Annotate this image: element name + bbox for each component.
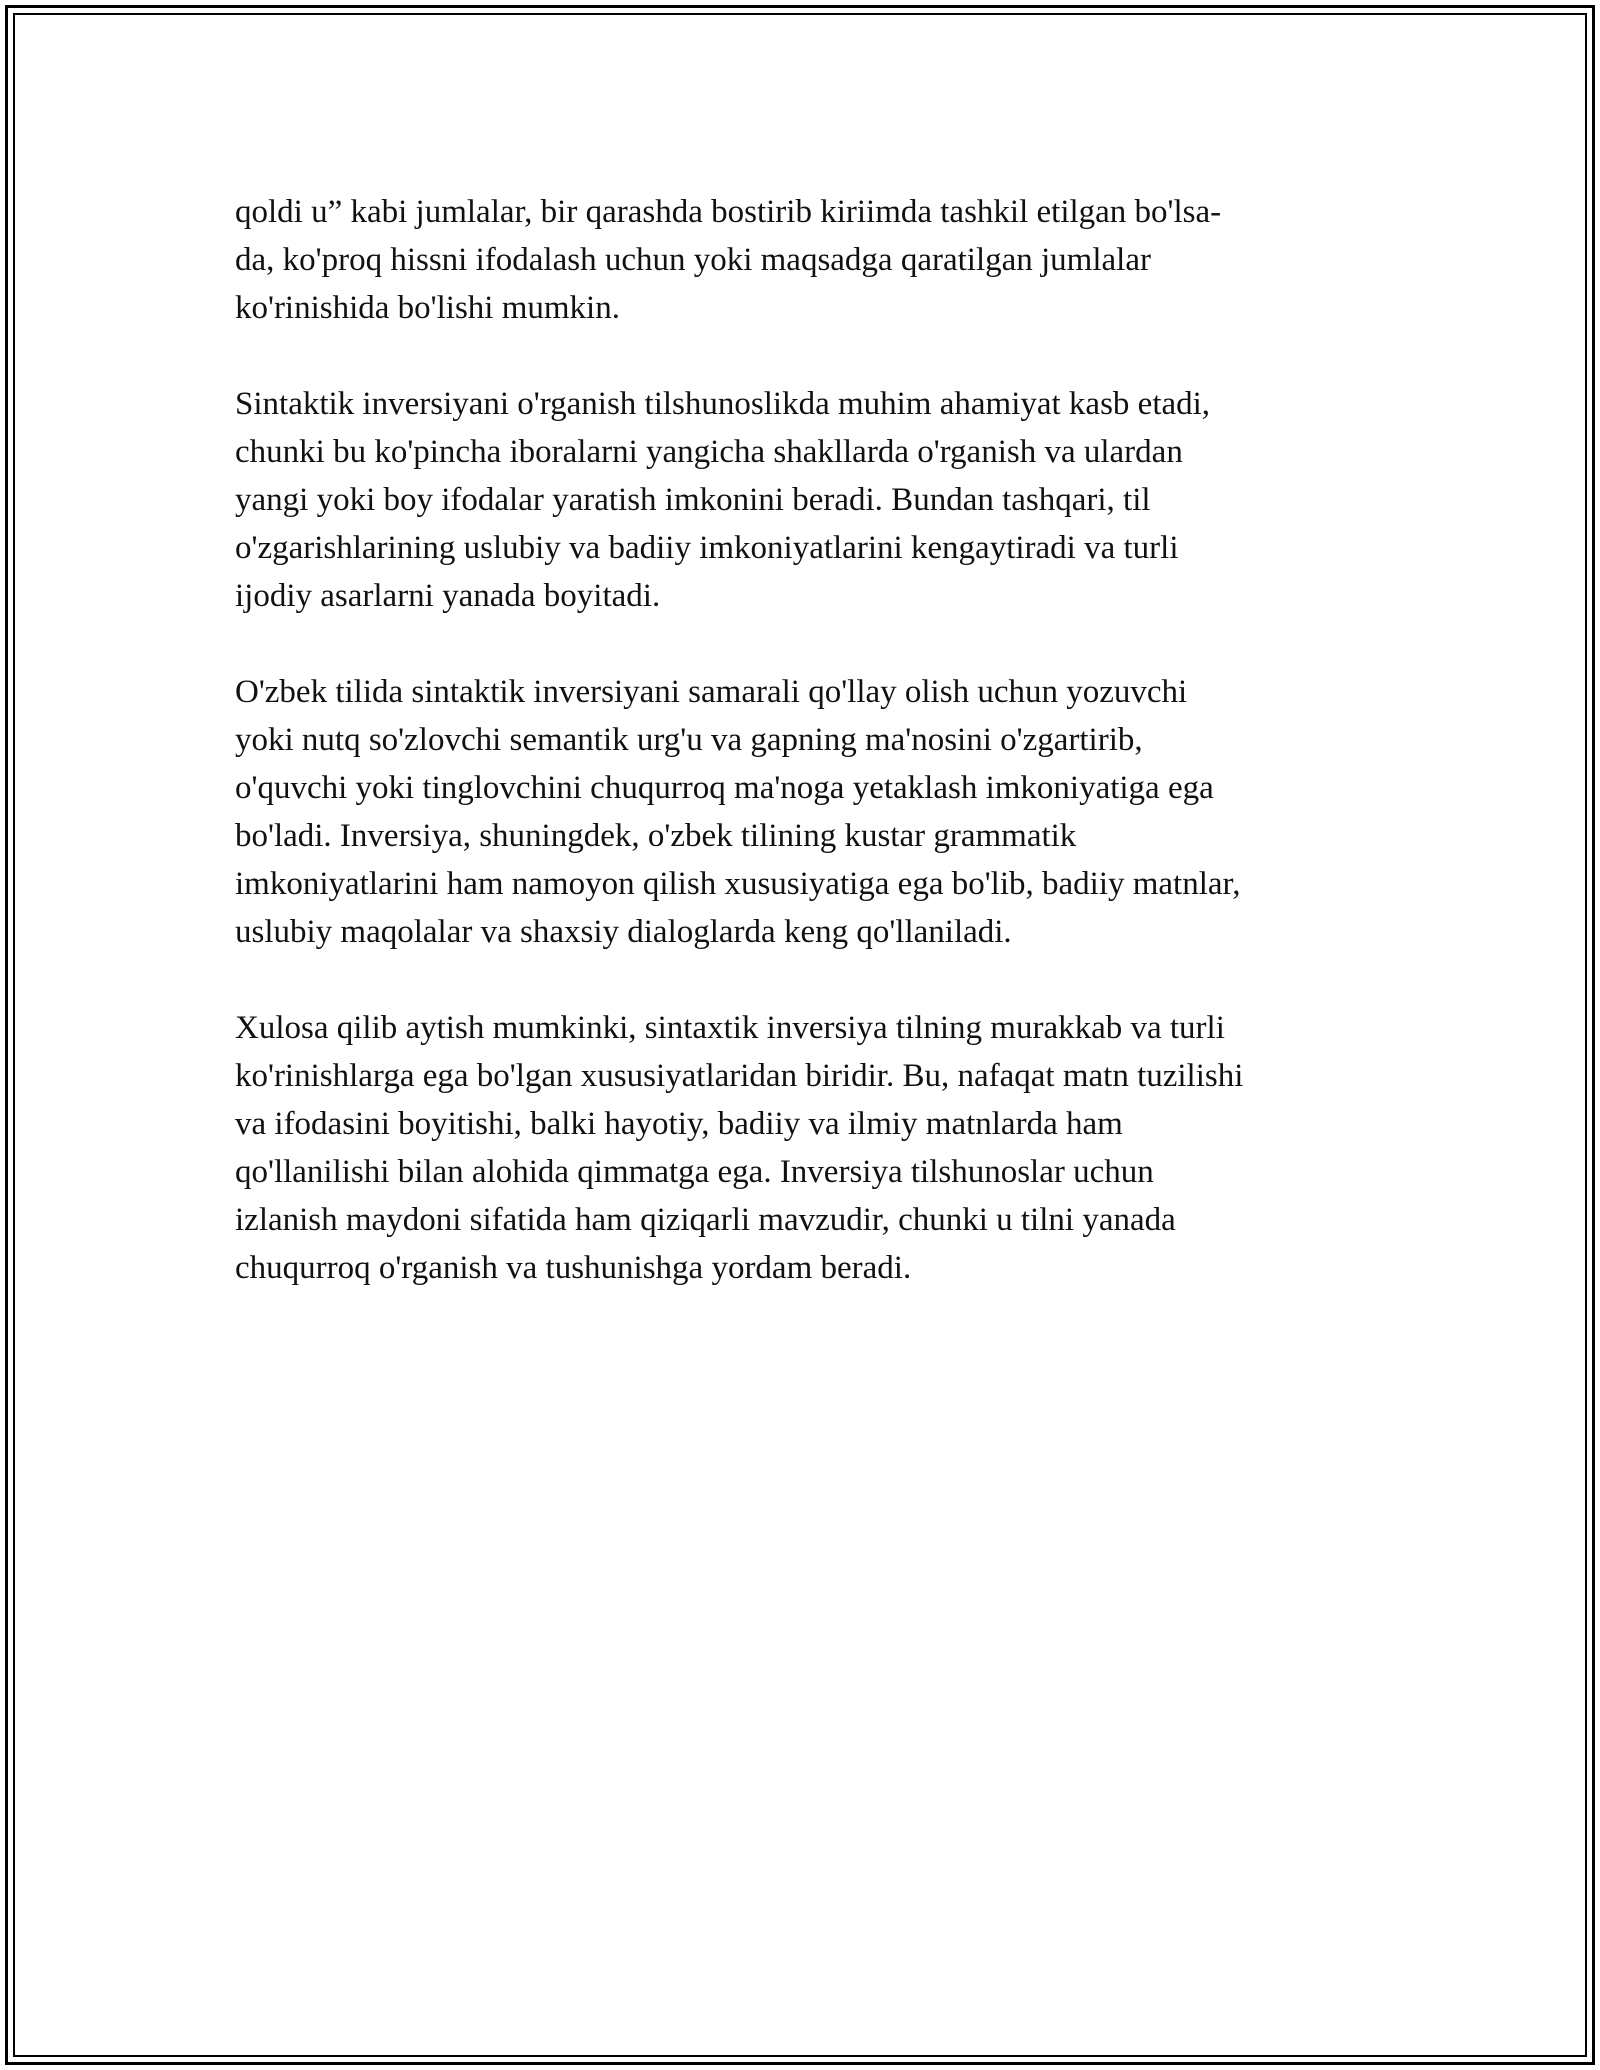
paragraph-4	[235, 1004, 1370, 1292]
paragraph-line: va ifodasini boyitishi, balki hayotiy, badiiy va ilmiy matnlarda ham	[235, 1106, 1123, 1142]
paragraph-line: qoldi u” kabi jumlalar, bir qarashda bostirib kiriimda tashkil etilgan bo'lsa-	[235, 194, 1222, 230]
paragraph-line: o'quvchi yoki tinglovchini chuqurroq ma'noga yetaklash imkoniyatiga ega	[235, 770, 1214, 806]
paragraph-line: ko'rinishida bo'lishi mumkin.	[235, 290, 620, 326]
paragraph-line: ko'rinishlarga ega bo'lgan xususiyatlaridan biridir. Bu, nafaqat matn tuzilishi	[235, 1058, 1244, 1094]
paragraph-line: o'zgarishlarining uslubiy va badiiy imkoniyatlarini kengaytiradi va turli	[235, 530, 1179, 566]
paragraph-line: bo'ladi. Inversiya, shuningdek, o'zbek tilining kustar grammatik	[235, 818, 1077, 854]
paragraph-line: Sintaktik inversiyani o'rganish tilshunoslikda muhim ahamiyat kasb etadi,	[235, 386, 1211, 422]
paragraph-line: uslubiy maqolalar va shaxsiy dialoglarda keng qo'llaniladi.	[235, 914, 1012, 950]
paragraph-line: qo'llanilishi bilan alohida qimmatga ega. Inversiya tilshunoslar uchun	[235, 1154, 1154, 1190]
paragraph-line: ijodiy asarlarni yanada boyitadi.	[235, 578, 661, 614]
paragraph-line: yoki nutq so'zlovchi semantik urg'u va gapning ma'nosini o'zgartirib,	[235, 722, 1143, 758]
paragraph-line: Xulosa qilib aytish mumkinki, sintaxtik inversiya tilning murakkab va turli	[235, 1010, 1225, 1046]
paragraph-line: chuqurroq o'rganish va tushunishga yordam beradi.	[235, 1250, 912, 1286]
paragraph-1	[235, 188, 1370, 332]
paragraph-line: O'zbek tilida sintaktik inversiyani samarali qo'llay olish uchun yozuvchi	[235, 674, 1188, 710]
paragraph-line: izlanish maydoni sifatida ham qiziqarli mavzudir, chunki u tilni yanada	[235, 1202, 1176, 1238]
paragraph-line: da, ko'proq hissni ifodalash uchun yoki maqsadga qaratilgan jumlalar	[235, 242, 1151, 278]
paragraph-line: chunki bu ko'pincha iboralarni yangicha shakllarda o'rganish va ulardan	[235, 434, 1183, 470]
paragraph-3	[235, 668, 1370, 956]
document-body	[235, 188, 1370, 1340]
paragraph-line: yangi yoki boy ifodalar yaratish imkonini beradi. Bundan tashqari, til	[235, 482, 1151, 518]
paragraph-2	[235, 380, 1370, 620]
paragraph-line: imkoniyatlarini ham namoyon qilish xususiyatiga ega bo'lib, badiiy matnlar,	[235, 866, 1241, 902]
